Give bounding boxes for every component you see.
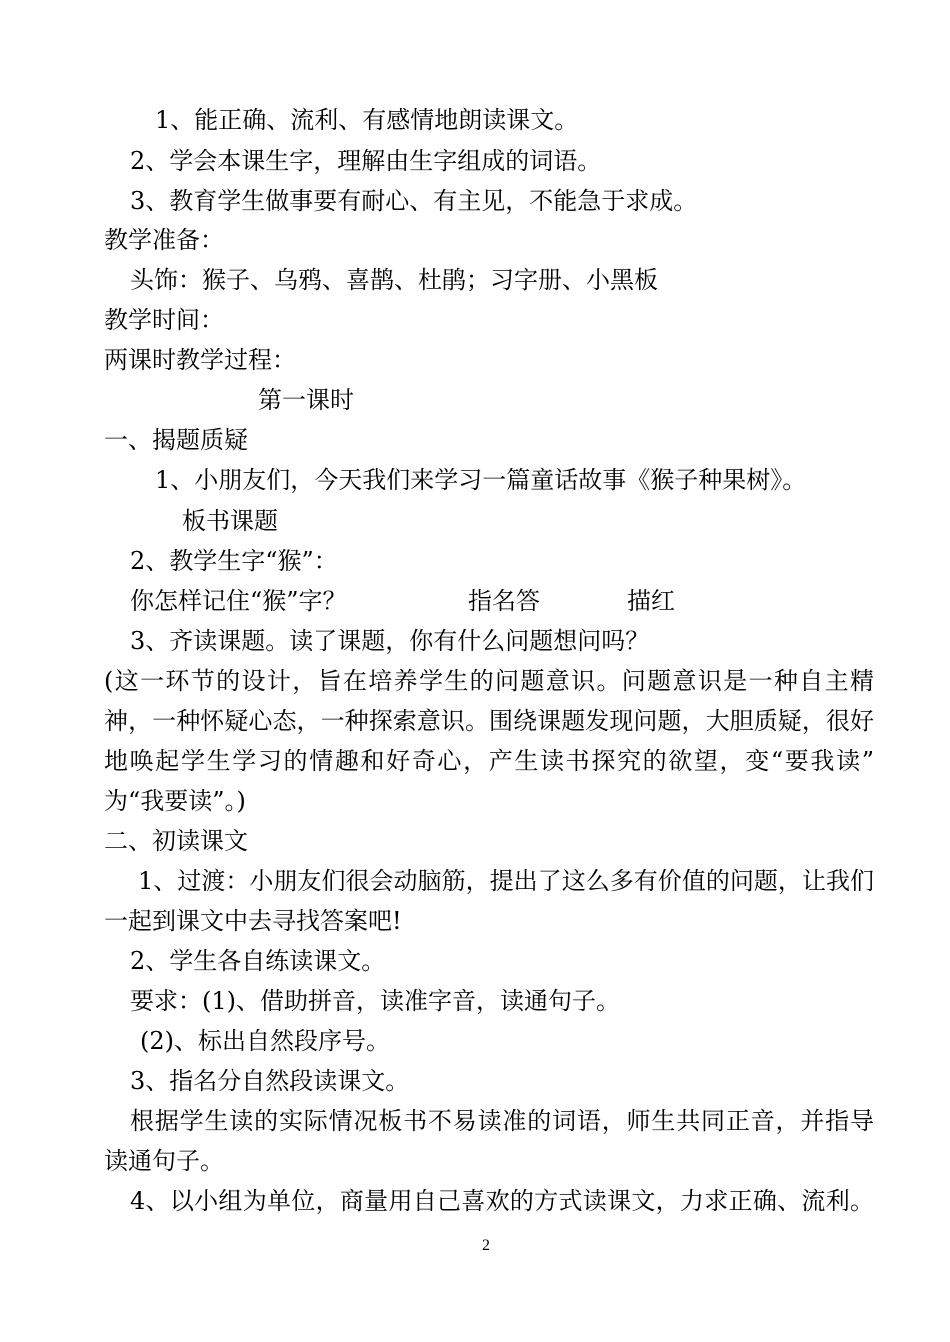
time-heading: 教学时间：: [104, 306, 224, 334]
step-2-3-note-line-2: 读通句子。: [104, 1147, 224, 1175]
design-note-line-3: 地唤起学生学习的情趣和好奇心，产生读书探究的欲望，变“要我读”: [104, 747, 874, 775]
step-1-2-answer: 指名答: [468, 587, 540, 615]
step-1-1-note: 板书课题: [182, 507, 278, 535]
step-1-3: 3、齐读课题。读了课题，你有什么问题想问吗？: [130, 627, 650, 655]
design-note-line-1: (这一环节的设计，旨在培养学生的问题意识。问题意识是一种自主精: [104, 667, 874, 695]
step-2-2-req-1: 要求：(1)、借助拼音，读准字音，读通句子。: [130, 987, 620, 1015]
step-2-1-line-2: 一起到课文中去寻找答案吧!: [104, 907, 402, 935]
step-2-3-note-line-1: 根据学生读的实际情况板书不易读准的词语，师生共同正音，并指导: [130, 1107, 874, 1135]
page-number: 2: [482, 1237, 490, 1254]
objective-2: 2、学会本课生字，理解由生字组成的词语。: [130, 147, 602, 175]
prep-items: 头饰：猴子、乌鸦、喜鹊、杜鹃；习字册、小黑板: [130, 266, 658, 294]
objective-3: 3、教育学生做事要有耐心、有主见，不能急于求成。: [130, 187, 698, 215]
section-2-heading: 二、初读课文: [104, 827, 248, 855]
objective-1: 1、能正确、流利、有感情地朗读课文。: [155, 106, 579, 134]
design-note-line-2: 神，一种怀疑心态，一种探索意识。围绕课题发现问题，大胆质疑，很好: [104, 707, 874, 735]
step-2-2: 2、学生各自练读课文。: [130, 947, 386, 975]
step-2-1-line-1: 1、过渡：小朋友们很会动脑筋，提出了这么多有价值的问题，让我们: [138, 867, 874, 895]
step-1-2: 2、教学生字“猴”：: [130, 547, 338, 575]
step-1-2-question: 你怎样记住“猴”字？: [130, 587, 347, 615]
prep-heading: 教学准备：: [104, 226, 224, 254]
process-heading: 两课时教学过程：: [104, 346, 296, 374]
section-1-heading: 一、揭题质疑: [104, 426, 248, 454]
step-1-2-trace: 描红: [627, 587, 675, 615]
step-1-1: 1、小朋友们，今天我们来学习一篇童话故事《猴子种果树》。: [155, 466, 807, 494]
lesson-title: 第一课时: [258, 386, 354, 414]
step-2-4: 4、以小组为单位，商量用自己喜欢的方式读课文，力求正确、流利。: [130, 1187, 874, 1215]
design-note-line-4: 为“我要读”。): [104, 787, 246, 815]
step-2-2-req-2: (2)、标出自然段序号。: [140, 1027, 390, 1055]
step-2-3: 3、指名分自然段读课文。: [130, 1067, 410, 1095]
